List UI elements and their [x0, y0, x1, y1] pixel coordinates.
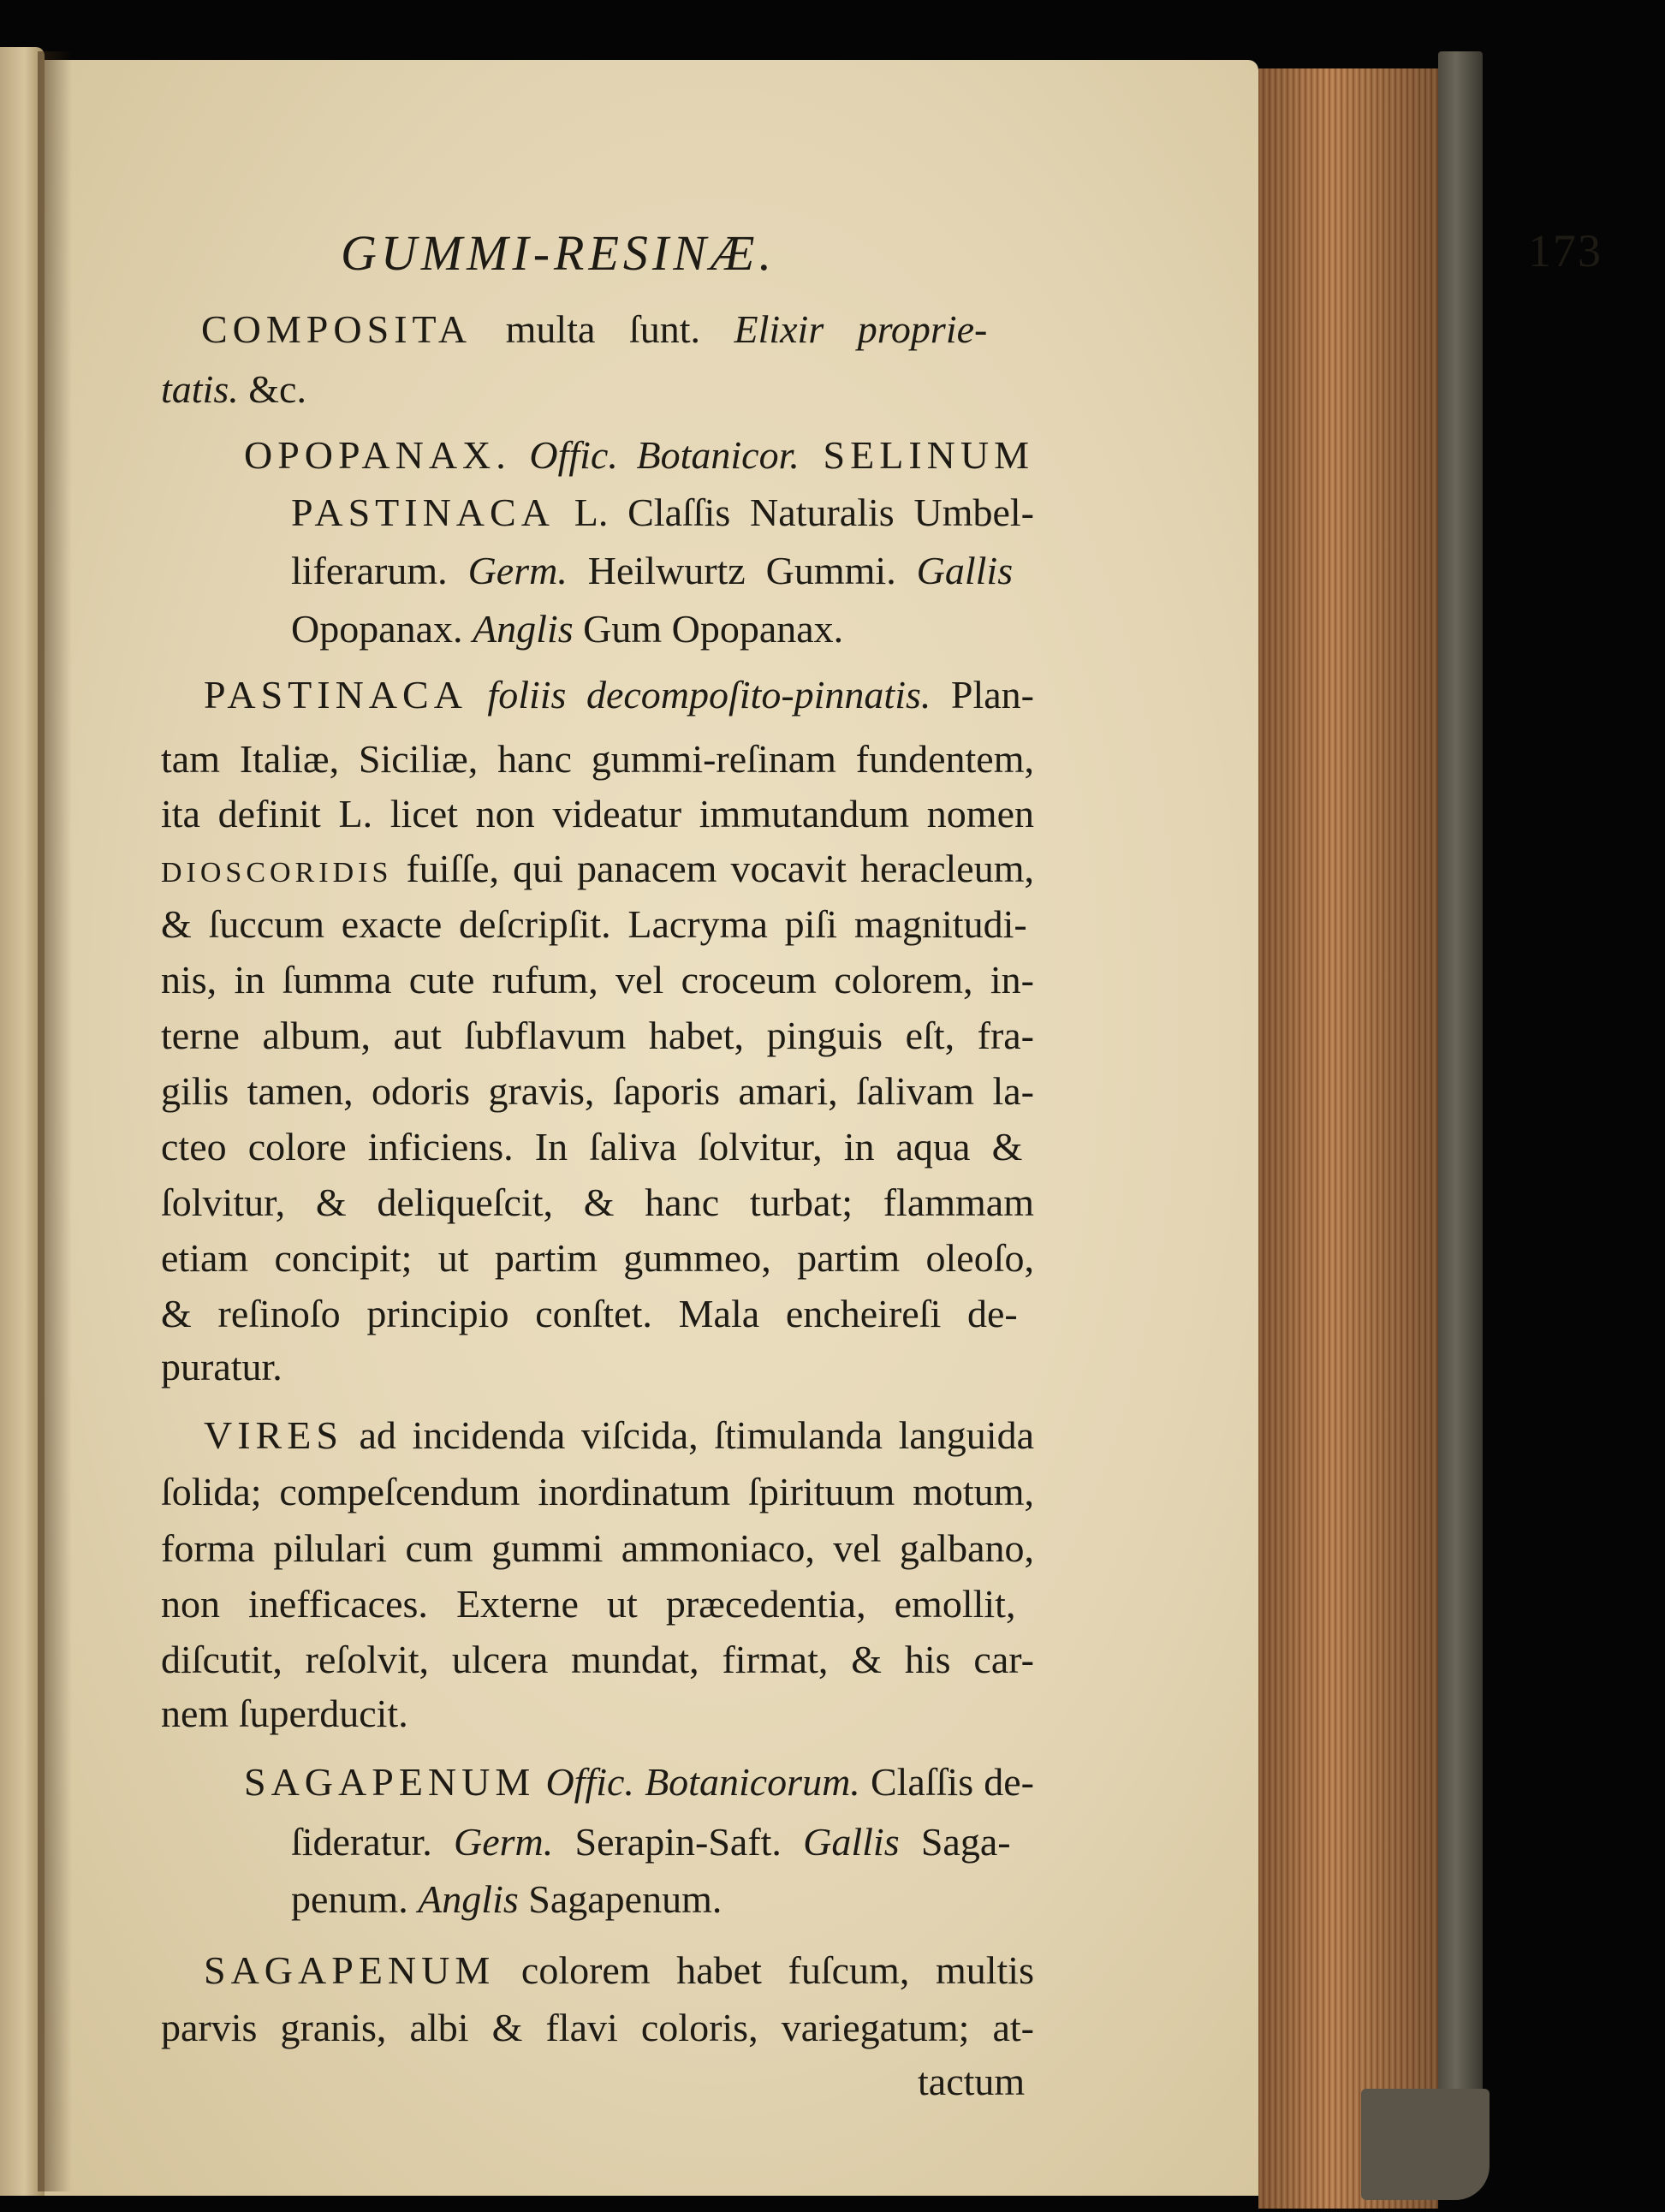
text-segment: tam Italiæ, Siciliæ, hanc gummi-reſinam fundentem,	[161, 737, 1034, 781]
text-segment: Gallis	[916, 549, 1014, 592]
text-line	[161, 1235, 1034, 1281]
text-segment: nem ſuperducit.	[161, 1692, 408, 1735]
text-segment: ſolida; compeſcendum inordinatum ſpirituum motum,	[161, 1470, 1034, 1513]
text-segment: cteo colore inficiens. In ſaliva ſolvitur, in aqua &	[161, 1125, 1023, 1168]
text-segment: Offic. Botanicorum.	[545, 1760, 860, 1804]
text-segment: tactum	[918, 2060, 1026, 2103]
text-segment: non inefficaces. Externe ut præcedentia, emollit,	[161, 1582, 1016, 1626]
text-segment: ita definit L. licet non videatur immutandum nomen	[161, 792, 1034, 835]
text-segment: VIRES	[204, 1413, 343, 1457]
text-segment: Sagapenum.	[518, 1877, 722, 1921]
cover-corner	[1361, 2089, 1490, 2200]
text-segment: forma pilulari cum gummi ammoniaco, vel galbano,	[161, 1526, 1034, 1570]
text-line	[201, 306, 987, 352]
text-line	[918, 2059, 1025, 2104]
text-segment: liferarum.	[291, 549, 468, 592]
text-segment: Claſſis de-	[859, 1760, 1034, 1804]
text-segment: COMPOSITA	[201, 307, 473, 351]
text-line	[291, 1819, 1011, 1864]
text-line	[161, 2005, 1034, 2050]
text-line	[161, 791, 1034, 836]
text-line	[161, 1344, 282, 1389]
text-line	[204, 1412, 1034, 1458]
text-segment: puratur.	[161, 1345, 282, 1388]
text-line	[161, 736, 1034, 782]
text-segment: OPOPANAX.	[244, 433, 511, 477]
text-line	[161, 1525, 1034, 1571]
text-segment: foliis decompoſito-pinnatis.	[487, 673, 931, 717]
text-line	[161, 1691, 408, 1736]
text-segment	[535, 1760, 545, 1804]
text-segment: Plan-	[931, 673, 1034, 717]
text-line	[291, 490, 1034, 535]
text-segment: SELINUM	[799, 433, 1034, 477]
text-segment: & reſinoſo principio conſtet. Mala encheireſi de-	[161, 1292, 1018, 1335]
text-line	[161, 1291, 1018, 1336]
text-line	[161, 957, 1034, 1002]
text-segment: Saga-	[899, 1820, 1011, 1864]
text-line	[204, 1947, 1034, 1993]
text-line	[244, 432, 1034, 478]
text-segment: PASTINACA	[291, 491, 555, 534]
text-line	[161, 1013, 1034, 1058]
text-line	[291, 1876, 722, 1922]
text-segment: nis, in ſumma cute rufum, vel croceum colorem, in-	[161, 958, 1034, 1002]
text-segment: Gum Opopanax.	[573, 607, 844, 651]
text-line	[244, 1759, 1034, 1805]
text-line	[161, 366, 306, 412]
text-segment: SAGAPENUM	[244, 1760, 536, 1804]
text-segment: fuiſſe, qui panacem vocavit heracleum,	[392, 847, 1034, 890]
text-segment	[467, 673, 488, 717]
text-segment: tatis.	[161, 367, 239, 411]
text-segment: Serapin-Saft.	[553, 1820, 804, 1864]
text-segment: Gallis	[803, 1820, 900, 1864]
text-segment: ſolvitur, & deliqueſcit, & hanc turbat; flammam	[161, 1180, 1034, 1224]
text-segment	[511, 433, 530, 477]
page-number: 173	[1528, 225, 1603, 276]
text-segment: parvis granis, albi & flavi coloris, variegatum; at-	[161, 2006, 1034, 2049]
running-title: GUMMI-RESINÆ.	[341, 225, 776, 281]
text-segment: diſcutit, reſolvit, ulcera mundat, firmat, & his car-	[161, 1638, 1034, 1681]
text-segment: Anglis	[418, 1877, 519, 1921]
cover-board	[1438, 51, 1483, 2140]
text-line	[161, 1124, 1022, 1169]
text-segment: Elixir proprie-	[734, 307, 988, 351]
text-segment: Germ.	[467, 549, 568, 592]
text-line	[161, 901, 1027, 947]
text-segment: ſideratur.	[291, 1820, 454, 1864]
text-segment: Germ.	[454, 1820, 554, 1864]
text-segment: colorem habet fuſcum, multis	[495, 1948, 1034, 1992]
text-segment: multa ſunt.	[472, 307, 734, 351]
text-segment: L. Claſſis Naturalis Umbel-	[554, 491, 1034, 534]
text-segment: terne album, aut ſubflavum habet, pinguis eſt, fra-	[161, 1014, 1034, 1057]
text-line	[161, 1068, 1034, 1114]
text-line	[291, 548, 1013, 593]
text-segment: penum.	[291, 1877, 419, 1921]
text-line	[204, 672, 1034, 717]
gutter-shadow	[38, 51, 72, 2191]
text-segment: Heilwurtz Gummi.	[567, 549, 917, 592]
text-line	[161, 846, 1034, 891]
text-line	[161, 1581, 1015, 1626]
text-line	[161, 1469, 1034, 1514]
text-segment: & ſuccum exacte deſcripſit. Lacryma piſi magnitudi-	[161, 902, 1027, 946]
text-segment: SAGAPENUM	[204, 1948, 496, 1992]
text-line	[161, 1180, 1034, 1225]
text-segment: Offic. Botanicor.	[529, 433, 800, 477]
page-block-edge	[1258, 68, 1438, 2209]
text-segment: ad incidenda viſcida, ſtimulanda languida	[342, 1413, 1034, 1457]
text-segment: gilis tamen, odoris gravis, ſaporis amari, ſalivam la-	[161, 1069, 1034, 1113]
text-segment: PASTINACA	[204, 673, 467, 717]
text-line	[161, 1637, 1034, 1682]
text-segment: DIOSCORIDIS	[161, 857, 393, 889]
text-line	[291, 606, 843, 651]
text-segment: Opopanax.	[291, 607, 473, 651]
text-segment: Anglis	[473, 607, 574, 651]
text-segment: etiam concipit; ut partim gummeo, partim oleoſo,	[161, 1236, 1034, 1280]
text-segment: &c.	[238, 367, 306, 411]
